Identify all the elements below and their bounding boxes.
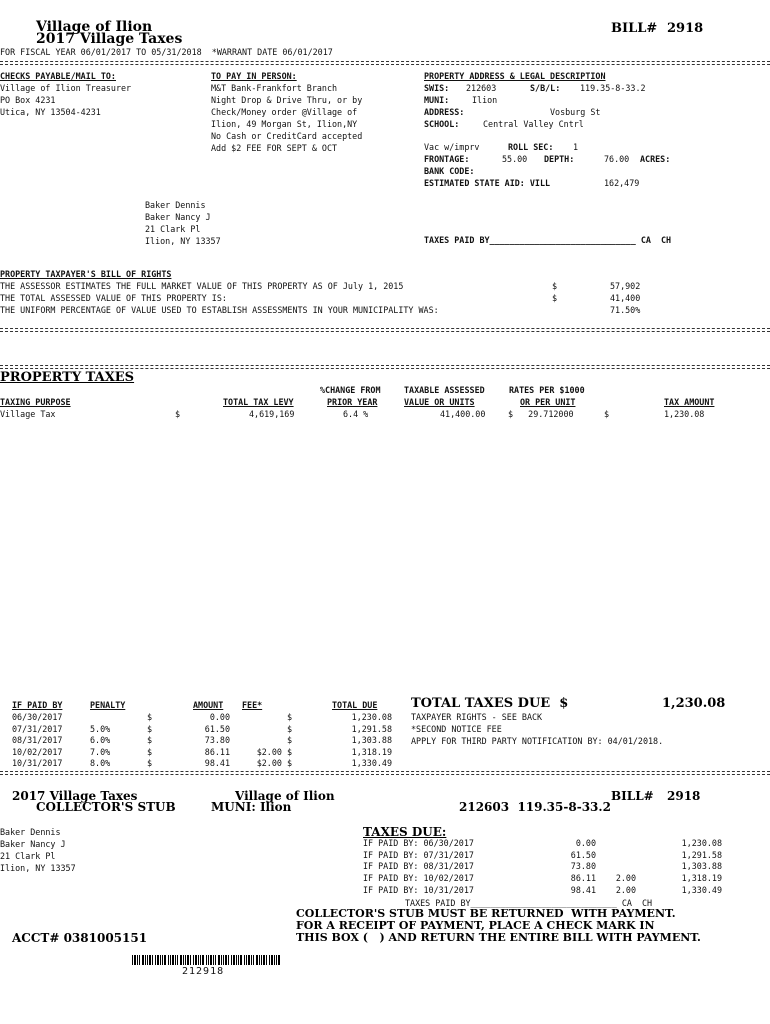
stub-taxes-paid-by: TAXES PAID BY_____________________________ CA CH bbox=[405, 898, 653, 908]
stub-owner-line: Baker Dennis bbox=[0, 827, 61, 837]
stub-paid-by: IF PAID BY: 10/02/2017 bbox=[363, 873, 474, 884]
barcode-bar bbox=[164, 955, 166, 965]
account-number: ACCT# 0381005151 bbox=[12, 931, 148, 945]
stub-total: 1,330.49 bbox=[681, 884, 722, 895]
barcode-bar bbox=[213, 955, 214, 965]
stub-return-line: COLLECTOR'S STUB MUST BE RETURNED WITH PAYMENT. bbox=[296, 907, 676, 920]
barcode-bar bbox=[168, 955, 169, 965]
full-market-value: 57,902 bbox=[610, 281, 641, 291]
barcode-bar bbox=[210, 955, 212, 965]
schedule-total: 1,291.58 bbox=[351, 723, 392, 734]
stub-penalty: 86.11 bbox=[570, 873, 596, 884]
pay-line: M&T Bank-Frankfort Branch bbox=[211, 83, 338, 93]
swis-label: SWIS: bbox=[424, 83, 450, 93]
taxes-title: 2017 Village Taxes bbox=[36, 31, 183, 47]
total-taxes-due-amount: 1,230.08 bbox=[662, 696, 726, 711]
barcode-bar bbox=[263, 955, 265, 965]
schedule-note: *SECOND NOTICE FEE bbox=[411, 724, 502, 734]
barcode-bar bbox=[137, 955, 138, 965]
owner-line: 21 Clark Pl bbox=[145, 224, 201, 234]
schedule-penalty-pct: 7.0% bbox=[90, 746, 111, 757]
schedule-fee: $2.00 $ bbox=[256, 746, 292, 757]
barcode-bar bbox=[187, 955, 189, 965]
barcode-bar bbox=[183, 955, 184, 965]
schedule-note: APPLY FOR THIRD PARTY NOTIFICATION BY: 04/01/2018. bbox=[411, 736, 664, 746]
schedule-total: 1,318.19 bbox=[351, 746, 392, 757]
barcode-bar bbox=[233, 955, 235, 965]
barcode-bar bbox=[206, 955, 207, 965]
bank-code-label: BANK CODE: bbox=[424, 166, 475, 176]
col-amount-header: TAX AMOUNT bbox=[664, 397, 715, 407]
stub-paid-by: IF PAID BY: 10/31/2017 bbox=[363, 884, 474, 895]
total-due-header: TOTAL DUE bbox=[332, 700, 378, 710]
barcode-bar bbox=[147, 955, 148, 965]
paid-by-header: IF PAID BY bbox=[12, 700, 63, 710]
barcode-bar bbox=[202, 955, 204, 965]
assessed-value: 41,400 bbox=[610, 293, 641, 303]
col-rates-header: OR PER UNIT bbox=[520, 397, 576, 407]
stub-total: 1,303.88 bbox=[681, 861, 722, 872]
tax-change: 6.4 % bbox=[343, 409, 369, 419]
barcode-bar bbox=[256, 955, 258, 965]
stub-penalty: 98.41 bbox=[570, 884, 596, 895]
tax-levy: 4,619,169 bbox=[249, 409, 295, 419]
fiscal-year-line: FOR FISCAL YEAR 06/01/2017 TO 05/31/2018 *WARRANT DATE 06/01/2017 bbox=[0, 47, 333, 57]
barcode-bar bbox=[193, 955, 194, 965]
barcode-bar bbox=[228, 955, 229, 965]
schedule-penalty-pct: 6.0% bbox=[90, 735, 111, 746]
stub-owner-line: Baker Nancy J bbox=[0, 839, 66, 849]
address-label: ADDRESS: bbox=[424, 107, 465, 117]
barcode-bar bbox=[269, 955, 270, 965]
barcode-bar bbox=[266, 955, 267, 965]
stub-fee: 2.00 bbox=[615, 873, 636, 884]
stub-subtitle: COLLECTOR'S STUB bbox=[36, 800, 176, 814]
barcode-bar bbox=[231, 955, 232, 965]
barcode-bar bbox=[170, 955, 171, 965]
col-change-header: %CHANGE FROM bbox=[320, 385, 381, 395]
barcode-bar bbox=[274, 955, 275, 965]
state-aid-value: 162,479 bbox=[604, 178, 640, 188]
pay-line: Add $2 FEE FOR SEPT & OCT bbox=[211, 143, 338, 153]
rights-line: THE ASSESSOR ESTIMATES THE FULL MARKET VALUE OF THIS PROPERTY AS OF July 1, 2015 bbox=[0, 281, 404, 291]
barcode-bar bbox=[236, 955, 237, 965]
stub-village: Village of Ilion bbox=[235, 789, 335, 803]
col-rates-header: RATES PER $1000 bbox=[509, 385, 585, 395]
schedule-date: 06/30/2017 bbox=[12, 712, 63, 722]
dollar-sign: $ bbox=[175, 409, 181, 419]
barcode-bar bbox=[276, 955, 277, 965]
stub-muni: MUNI: Ilion bbox=[211, 800, 292, 814]
tax-rate: $ 29.712000 bbox=[508, 409, 574, 419]
barcode-bar bbox=[152, 955, 153, 965]
fee-header: FEE* bbox=[242, 700, 263, 710]
stub-title: 2017 Village Taxes bbox=[12, 789, 138, 803]
barcode-bar bbox=[198, 955, 199, 965]
dollar-sign: $ bbox=[147, 746, 153, 757]
barcode-bar bbox=[180, 955, 182, 965]
barcode-bar bbox=[244, 955, 245, 965]
muni-label: MUNI: bbox=[424, 95, 450, 105]
barcode-bar bbox=[253, 955, 254, 965]
stub-penalty: 0.00 bbox=[575, 838, 596, 848]
barcode-bar bbox=[155, 955, 156, 965]
barcode-bar bbox=[172, 955, 174, 965]
barcode-bar bbox=[160, 955, 161, 965]
barcode-bar bbox=[246, 955, 247, 965]
stub-return-line: THIS BOX ( ) AND RETURN THE ENTIRE BILL WITH PAYMENT. bbox=[296, 931, 701, 944]
schedule-date: 08/31/2017 bbox=[12, 735, 63, 746]
swis-value: 212603 bbox=[466, 83, 497, 93]
barcode-bar bbox=[223, 955, 224, 965]
school-value: Central Valley Cntrl bbox=[483, 119, 584, 129]
dollar-sign: $ bbox=[552, 293, 558, 303]
schedule-fee: $ bbox=[286, 712, 292, 722]
depth-label: DEPTH: bbox=[544, 154, 575, 164]
barcode-bar bbox=[225, 955, 227, 965]
village-title: Village of Ilion bbox=[36, 19, 153, 35]
checks-title: CHECKS PAYABLE/MAIL TO: bbox=[0, 71, 116, 81]
uniform-percentage: 71.50% bbox=[610, 305, 641, 315]
barcode-bar bbox=[175, 955, 176, 965]
stub-fee: 2.00 bbox=[615, 884, 636, 895]
schedule-date: 07/31/2017 bbox=[12, 723, 63, 734]
barcode-bar bbox=[132, 955, 133, 965]
rights-line: THE TOTAL ASSESSED VALUE OF THIS PROPERTY IS: bbox=[0, 293, 227, 303]
dollar-sign: $ bbox=[604, 409, 610, 419]
barcode-bar bbox=[149, 955, 151, 965]
stub-owner-line: Ilion, NY 13357 bbox=[0, 863, 76, 873]
schedule-amount: 0.00 bbox=[209, 712, 230, 722]
penalty-header: PENALTY bbox=[90, 700, 126, 710]
barcode-bar bbox=[248, 955, 250, 965]
tax-purpose: Village Tax bbox=[0, 409, 56, 419]
stub-taxes-due-label: TAXES DUE: bbox=[363, 825, 447, 839]
schedule-amount: 86.11 bbox=[204, 746, 230, 757]
pay-line: No Cash or CreditCard accepted bbox=[211, 131, 363, 141]
property-title: PROPERTY ADDRESS & LEGAL DESCRIPTION bbox=[424, 71, 606, 81]
owner-line: Baker Dennis bbox=[145, 200, 206, 210]
divider bbox=[0, 328, 770, 332]
barcode-bar bbox=[259, 955, 260, 965]
divider bbox=[0, 365, 770, 369]
stub-total: 1,318.19 bbox=[681, 873, 722, 884]
stub-penalty: 73.80 bbox=[570, 861, 596, 872]
pay-line: Check/Money order @Village of bbox=[211, 107, 358, 117]
barcode-bar bbox=[221, 955, 222, 965]
schedule-amount: 73.80 bbox=[204, 735, 230, 746]
acres-label: ACRES: bbox=[640, 154, 671, 164]
stub-return-line: FOR A RECEIPT OF PAYMENT, PLACE A CHECK MARK IN bbox=[296, 919, 655, 932]
col-purpose-header: TAXING PURPOSE bbox=[0, 397, 71, 407]
stub-owner-line: 21 Clark Pl bbox=[0, 851, 56, 861]
barcode-bar bbox=[134, 955, 136, 965]
barcode-bar bbox=[240, 955, 242, 965]
barcode-bar bbox=[278, 955, 280, 965]
tax-amount: 1,230.08 bbox=[664, 409, 705, 419]
barcode-bar bbox=[139, 955, 140, 965]
schedule-fee: $ bbox=[286, 735, 292, 746]
checks-line: Village of Ilion Treasurer bbox=[0, 83, 132, 93]
schedule-total: 1,230.08 bbox=[351, 712, 392, 722]
property-taxes-title: PROPERTY TAXES bbox=[0, 370, 135, 385]
taxable-value: 41,400.00 bbox=[440, 409, 486, 419]
depth-value: 76.00 bbox=[604, 154, 630, 164]
roll-sec-value: 1 bbox=[573, 142, 579, 152]
school-label: SCHOOL: bbox=[424, 119, 460, 129]
stub-total: 1,230.08 bbox=[681, 838, 722, 848]
schedule-date: 10/02/2017 bbox=[12, 746, 63, 757]
barcode-bar bbox=[157, 955, 159, 965]
pay-in-person-title: TO PAY IN PERSON: bbox=[211, 71, 297, 81]
barcode-bar bbox=[190, 955, 191, 965]
schedule-amount: 98.41 bbox=[204, 758, 230, 769]
barcode-bar bbox=[200, 955, 201, 965]
pay-line: Night Drop & Drive Thru, or by bbox=[211, 95, 363, 105]
barcode-bar bbox=[142, 955, 144, 965]
barcode-bar bbox=[251, 955, 252, 965]
stub-paid-by: IF PAID BY: 07/31/2017 bbox=[363, 849, 474, 860]
address-value: Vosburg St bbox=[550, 107, 601, 117]
stub-total: 1,291.58 bbox=[681, 849, 722, 860]
property-class: Vac w/imprv bbox=[424, 142, 480, 152]
dollar-sign: $ bbox=[147, 735, 153, 746]
stub-paid-by: IF PAID BY: 06/30/2017 bbox=[363, 838, 474, 848]
frontage-label: FRONTAGE: bbox=[424, 154, 470, 164]
stub-bill-number: 2918 bbox=[667, 789, 701, 803]
barcode-bar bbox=[177, 955, 178, 965]
bill-label: BILL# bbox=[611, 21, 658, 36]
schedule-amount: 61.50 bbox=[204, 723, 230, 734]
stub-ref: 212603 119.35-8-33.2 bbox=[459, 800, 611, 814]
checks-line: Utica, NY 13504-4231 bbox=[0, 107, 101, 117]
pay-line: Ilion, 49 Morgan St, Ilion,NY bbox=[211, 119, 358, 129]
barcode-bar bbox=[215, 955, 216, 965]
dollar-sign: $ bbox=[552, 281, 558, 291]
amount-header: AMOUNT bbox=[193, 700, 224, 710]
col-change-header: PRIOR YEAR bbox=[327, 397, 378, 407]
barcode-bar bbox=[162, 955, 163, 965]
rights-title: PROPERTY TAXPAYER'S BILL OF RIGHTS bbox=[0, 269, 172, 279]
barcode-bar bbox=[208, 955, 209, 965]
dollar-sign: $ bbox=[147, 712, 153, 722]
schedule-fee: $ bbox=[286, 723, 292, 734]
state-aid-label: ESTIMATED STATE AID: VILL bbox=[424, 178, 551, 188]
barcode-bar bbox=[185, 955, 186, 965]
barcode-bar bbox=[271, 955, 273, 965]
owner-line: Ilion, NY 13357 bbox=[145, 236, 221, 246]
schedule-penalty-pct: 5.0% bbox=[90, 723, 111, 734]
taxes-paid-by: TAXES PAID BY_____________________________ CA CH bbox=[424, 235, 672, 245]
schedule-penalty-pct: 8.0% bbox=[90, 758, 111, 769]
divider bbox=[0, 771, 770, 775]
col-levy-header: TOTAL TAX LEVY bbox=[223, 397, 294, 407]
stub-penalty: 61.50 bbox=[570, 849, 596, 860]
divider bbox=[0, 61, 770, 65]
sbl-label: S/B/L: bbox=[530, 83, 561, 93]
col-taxable-header: VALUE OR UNITS bbox=[404, 397, 475, 407]
bill-number: 2918 bbox=[667, 21, 704, 36]
col-taxable-header: TAXABLE ASSESSED bbox=[404, 385, 485, 395]
barcode-bar bbox=[195, 955, 197, 965]
barcode-bar bbox=[261, 955, 262, 965]
checks-line: PO Box 4231 bbox=[0, 95, 56, 105]
schedule-total: 1,303.88 bbox=[351, 735, 392, 746]
schedule-note: TAXPAYER RIGHTS - SEE BACK bbox=[411, 712, 543, 722]
barcode-text: 212918 bbox=[182, 966, 225, 977]
sbl-value: 119.35-8-33.2 bbox=[580, 83, 646, 93]
stub-bill-label: BILL# bbox=[611, 789, 654, 803]
rights-line: THE UNIFORM PERCENTAGE OF VALUE USED TO ESTABLISH ASSESSMENTS IN YOUR MUNICIPALITY WAS: bbox=[0, 305, 439, 315]
schedule-total: 1,330.49 bbox=[351, 758, 392, 769]
schedule-date: 10/31/2017 bbox=[12, 758, 63, 769]
frontage-value: 55.00 bbox=[502, 154, 528, 164]
roll-sec-label: ROLL SEC: bbox=[508, 142, 554, 152]
total-taxes-due-label: TOTAL TAXES DUE $ bbox=[411, 696, 569, 711]
barcode-bar bbox=[218, 955, 220, 965]
barcode-bar bbox=[145, 955, 146, 965]
dollar-sign: $ bbox=[147, 723, 153, 734]
schedule-fee: $2.00 $ bbox=[256, 758, 292, 769]
stub-paid-by: IF PAID BY: 08/31/2017 bbox=[363, 861, 474, 872]
muni-value: Ilion bbox=[472, 95, 498, 105]
barcode-bar bbox=[238, 955, 239, 965]
dollar-sign: $ bbox=[147, 758, 153, 769]
owner-line: Baker Nancy J bbox=[145, 212, 211, 222]
barcode-image bbox=[132, 955, 282, 965]
